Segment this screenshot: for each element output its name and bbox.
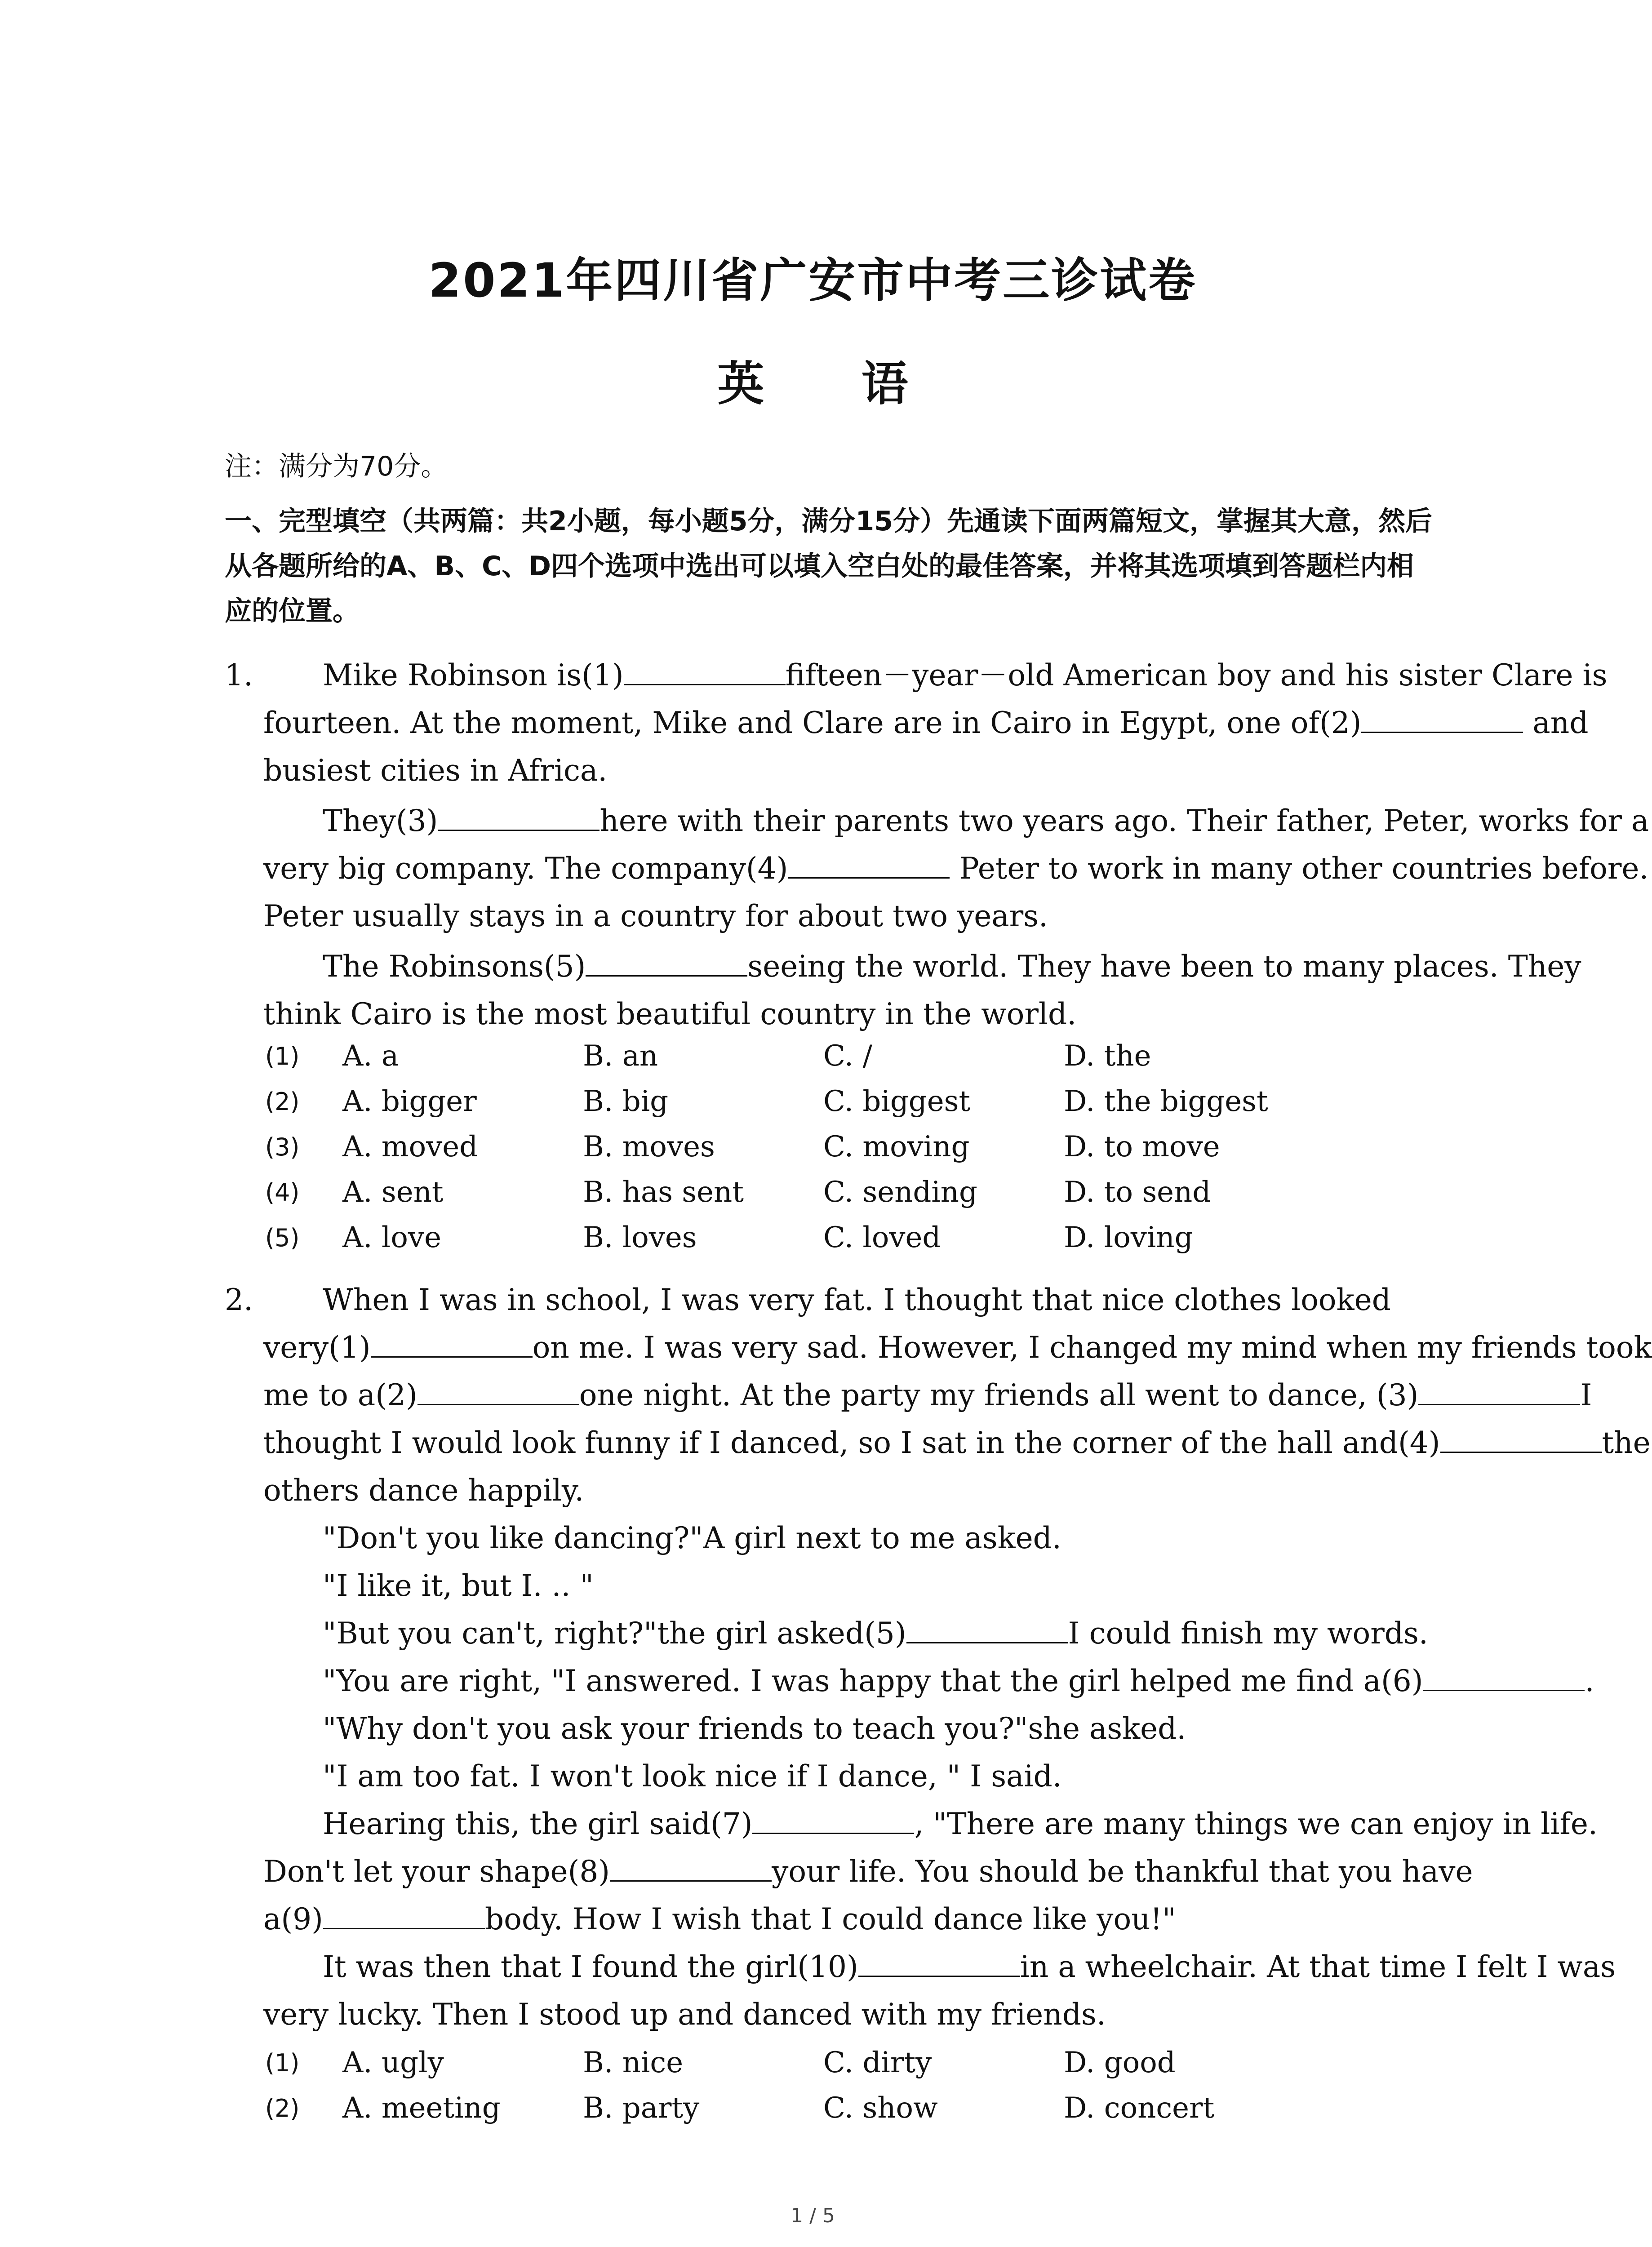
passage-line: think Cairo is the most beautiful country in the world. [263, 997, 1077, 1031]
passage-line: others dance happily. [263, 1473, 584, 1508]
answer-blank [1423, 1663, 1585, 1691]
option-row: (2) A. bigger B. big C. biggest D. the biggest [225, 1079, 1393, 1124]
option-c: C. sending [823, 1176, 977, 1209]
options-list-2 [225, 2040, 1393, 2131]
option-b: B. moves [583, 1130, 715, 1163]
passage-line: "You are right, "I answered. I was happy that the girl helped me find a(6) . [323, 1664, 1594, 1698]
exam-subject: 英 语 [717, 356, 949, 411]
option-d: D. to send [1064, 1176, 1211, 1209]
passage-line: Mike Robinson is(1) fifteen－year－old American boy and his sister Clare is [323, 658, 1608, 693]
answer-blank [323, 1901, 485, 1929]
option-c: C. show [823, 2092, 938, 2125]
option-a: A. moved [342, 1130, 478, 1163]
option-a: A. meeting [342, 2092, 501, 2125]
answer-blank [371, 1329, 533, 1358]
passage-line: thought I would look funny if I danced, so I sat in the corner of the hall and(4) the [263, 1425, 1651, 1460]
exam-title: 2021年四川省广安市中考三诊试卷 [428, 253, 1197, 308]
passage-line: Don't let your shape(8) your life. You should be thankful that you have [263, 1854, 1473, 1889]
option-a: A. sent [342, 1176, 444, 1209]
answer-blank [624, 657, 786, 685]
passage-1 [225, 652, 1649, 1038]
passage-line: "Why don't you ask your friends to teach you?"she asked. [323, 1711, 1186, 1746]
passage-line: "I am too fat. I won't look nice if I dance, " I said. [323, 1759, 1062, 1794]
option-b: B. big [583, 1085, 669, 1118]
passage-line: fourteen. At the moment, Mike and Clare are in Cairo in Egypt, one of(2) and [263, 706, 1589, 740]
option-c: C. loved [823, 1221, 941, 1254]
answer-blank [610, 1853, 772, 1882]
option-b: B. an [583, 1039, 658, 1073]
option-row: (4) A. sent B. has sent C. sending D. to send [225, 1170, 1393, 1215]
passage-line: It was then that I found the girl(10) in a wheelchair. At that time I felt I was [323, 1949, 1616, 1984]
passage-line: very lucky. Then I stood up and danced with my friends. [263, 1997, 1106, 2032]
passage-line: busiest cities in Africa. [263, 753, 608, 788]
answer-blank [906, 1615, 1068, 1643]
option-d: D. concert [1064, 2092, 1215, 2125]
option-row: (3) A. moved B. moves C. moving D. to move [225, 1124, 1393, 1170]
option-row: (1) A. a B. an C. / D. the [225, 1034, 1393, 1079]
passage-2 [225, 1276, 1652, 2038]
score-note: 注：满分为70分。 [225, 451, 448, 482]
answer-blank [417, 1377, 579, 1405]
option-a: A. love [342, 1221, 441, 1254]
answer-blank [586, 948, 747, 977]
option-b: B. loves [583, 1221, 697, 1254]
option-c: C. moving [823, 1130, 970, 1163]
question-number: 2. [225, 1283, 253, 1317]
option-d: D. to move [1064, 1130, 1220, 1163]
passage-line: me to a(2) one night. At the party my friends all went to dance, (3) I [263, 1378, 1592, 1412]
passage-line: When I was in school, I was very fat. I thought that nice clothes looked [323, 1283, 1391, 1317]
passage-line: "I like it, but I. .. " [323, 1568, 594, 1603]
question-number: 1. [225, 658, 253, 693]
passage-line: very(1) on me. I was very sad. However, I changed my mind when my friends took [263, 1330, 1652, 1365]
passage-line: very big company. The company(4) Peter to work in many other countries before. [263, 851, 1649, 886]
option-c: C. biggest [823, 1085, 971, 1118]
answer-blank [752, 1806, 914, 1834]
answer-blank [1418, 1377, 1580, 1405]
option-c: C. dirty [823, 2046, 932, 2079]
page-number: 1 / 5 [790, 2204, 835, 2227]
option-c: C. / [823, 1039, 872, 1073]
option-b: B. nice [583, 2046, 684, 2079]
passage-line: "But you can't, right?"the girl asked(5) I could finish my words. [323, 1616, 1428, 1651]
option-a: A. bigger [342, 1085, 477, 1118]
answer-blank [1361, 705, 1523, 733]
answer-blank [1440, 1425, 1602, 1453]
option-d: D. the [1064, 1039, 1151, 1073]
option-row: (5) A. love B. loves C. loved D. loving [225, 1215, 1393, 1261]
section-instruction: 一、完型填空（共两篇：共2小题，每小题5分，满分15分）先通读下面两篇短文，掌握其大意，然后从各题所给的A、B、C、D四个选项中选出可以填入空白处的最佳答案，并将其选项填到答题栏内相应的位置。 [225, 506, 1432, 627]
option-b: B. has sent [583, 1176, 744, 1209]
option-row: (1) A. ugly B. nice C. dirty D. good [225, 2040, 1393, 2086]
answer-blank [438, 803, 600, 831]
passage-line: Hearing this, the girl said(7) , "There are many things we can enjoy in life. [323, 1807, 1598, 1841]
option-a: A. a [342, 1039, 399, 1073]
option-d: D. loving [1064, 1221, 1193, 1254]
passage-line: "Don't you like dancing?"A girl next to me asked. [323, 1521, 1061, 1555]
passage-line: Peter usually stays in a country for about two years. [263, 899, 1048, 933]
option-b: B. party [583, 2092, 700, 2125]
answer-blank [788, 850, 950, 879]
passage-line: The Robinsons(5) seeing the world. They have been to many places. They [323, 949, 1581, 984]
options-list-1 [225, 1034, 1393, 1261]
answer-blank [858, 1949, 1020, 1977]
option-d: D. the biggest [1064, 1085, 1268, 1118]
passage-line: a(9) body. How I wish that I could dance like you!" [263, 1902, 1176, 1936]
option-a: A. ugly [342, 2046, 444, 2079]
option-row: (2) A. meeting B. party C. show D. concert [225, 2086, 1393, 2131]
passage-line: They(3) here with their parents two years ago. Their father, Peter, works for a [323, 804, 1649, 838]
option-d: D. good [1064, 2046, 1176, 2079]
